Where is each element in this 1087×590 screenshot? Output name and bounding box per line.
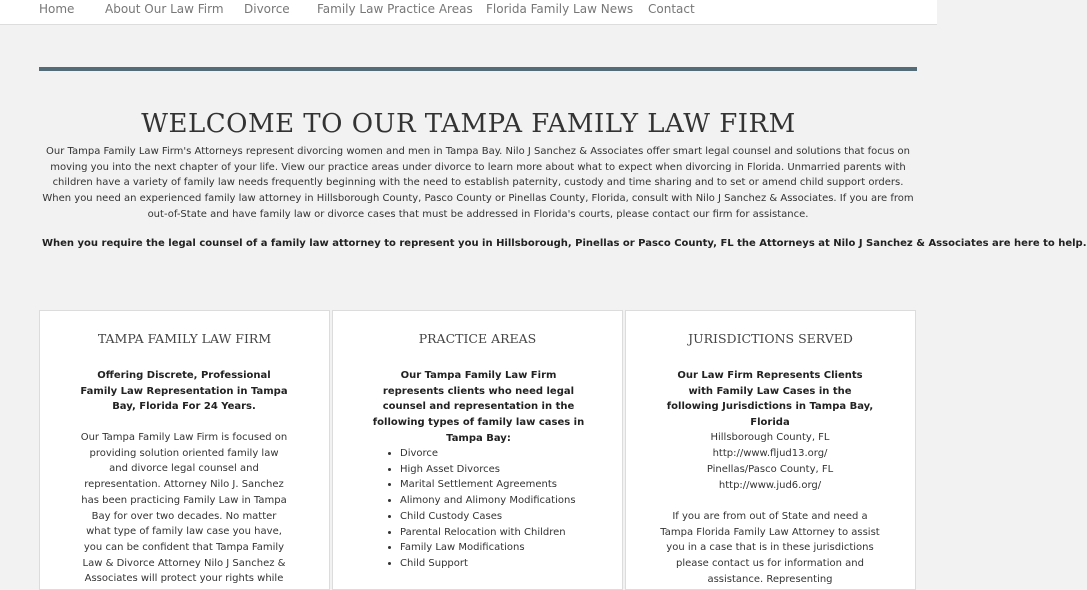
jurisdiction-link-6th[interactable]: http://www.jud6.org/ bbox=[718, 480, 822, 491]
list-item: • Family Law Modifications bbox=[400, 540, 576, 556]
nav-practice-areas[interactable]: Family Law Practice Areas bbox=[317, 2, 473, 16]
header-divider bbox=[39, 67, 917, 71]
list-item: • Alimony and Alimony Modifications bbox=[400, 493, 576, 509]
nav-news[interactable]: Florida Family Law News bbox=[486, 2, 634, 16]
practice-intro: Our Tampa Family Law Firm represents clients who need legal counsel and representation in the following types of family law cases in Tampa Bay: bbox=[372, 370, 585, 444]
nav-home[interactable]: Home bbox=[39, 2, 75, 16]
list-item: • Child Custody Cases bbox=[400, 509, 576, 525]
list-item: • Marital Settlement Agreements bbox=[400, 477, 576, 493]
list-item: • Child Support bbox=[400, 556, 576, 572]
firm-tagline: Offering Discrete, Professional Family Law Representation in Tampa Bay, Florida For 24 Years. bbox=[80, 370, 288, 413]
jurisdiction-pinellas-pasco: Pinellas/Pasco County, FL bbox=[706, 464, 834, 475]
jurisdiction-link-13th[interactable]: http://www.fljud13.org/ bbox=[712, 448, 828, 459]
nav-divorce[interactable]: Divorce bbox=[244, 2, 290, 16]
jurisdictions-body: If you are from out of State and need a Tampa Florida Family Law Attorney to assist you in a case that is in these jurisdictions please contact us for information and assistance. Representing bbox=[660, 511, 880, 585]
list-item: • Divorce bbox=[400, 446, 576, 462]
lead-paragraph: When you require the legal counsel of a family law attorney to represent you in Hillsborough, Pinellas or Pasco County, FL the Attorneys at Nilo J Sanchez & Associates are here to help. bbox=[42, 238, 1087, 249]
top-navigation bbox=[0, 0, 937, 25]
jurisdictions-intro: Our Law Firm Represents Clients with Family Law Cases in the following Jurisdictions in Tampa Bay, Florida bbox=[666, 370, 874, 429]
jurisdiction-hillsborough: Hillsborough County, FL bbox=[710, 432, 830, 443]
nav-contact[interactable]: Contact bbox=[648, 2, 695, 16]
intro-paragraph: Our Tampa Family Law Firm's Attorneys represent divorcing women and men in Tampa Bay. Nilo J Sanchez & Associates offer smart legal counsel and solutions that focus on moving you into the next chapter of your life. View our practice areas under divorce to learn more about what to expect when divorcing in Florida. Unmarried parents with children have a variety of family law needs frequently beginning with the need to establish paternity, custody and time sharing and to set or amend child support orders. When you need an experienced family law attorney in Hillsborough County, Pasco County or Pinellas County, Florida, consult with Nilo J Sanchez & Associates. If you are from out-of-State and have family law or divorce cases that must be addressed in Florida's courts, please contact our firm for assistance. bbox=[42, 146, 914, 220]
firm-heading: TAMPA FAMILY LAW FIRM bbox=[97, 331, 272, 346]
firm-body: Our Tampa Family Law Firm is focused on providing solution oriented family law and divorce legal counsel and representation. Attorney Nilo J. Sanchez has been practicing Family Law in Tampa Bay for over two decades. No matter what type of family law case you have, you can be confident that Tampa Family Law & Divorce Attorney Nilo J Sanchez & Associates will protect your rights while bbox=[80, 432, 288, 585]
jurisdictions-heading: JURISDICTIONS SERVED bbox=[688, 331, 853, 346]
page-title: WELCOME TO OUR TAMPA FAMILY LAW FIRM bbox=[141, 109, 796, 140]
practice-list bbox=[382, 446, 576, 572]
nav-about[interactable]: About Our Law Firm bbox=[105, 2, 224, 16]
list-item: • High Asset Divorces bbox=[400, 462, 576, 478]
list-item: • Parental Relocation with Children bbox=[400, 525, 576, 541]
practice-heading: PRACTICE AREAS bbox=[418, 331, 537, 346]
